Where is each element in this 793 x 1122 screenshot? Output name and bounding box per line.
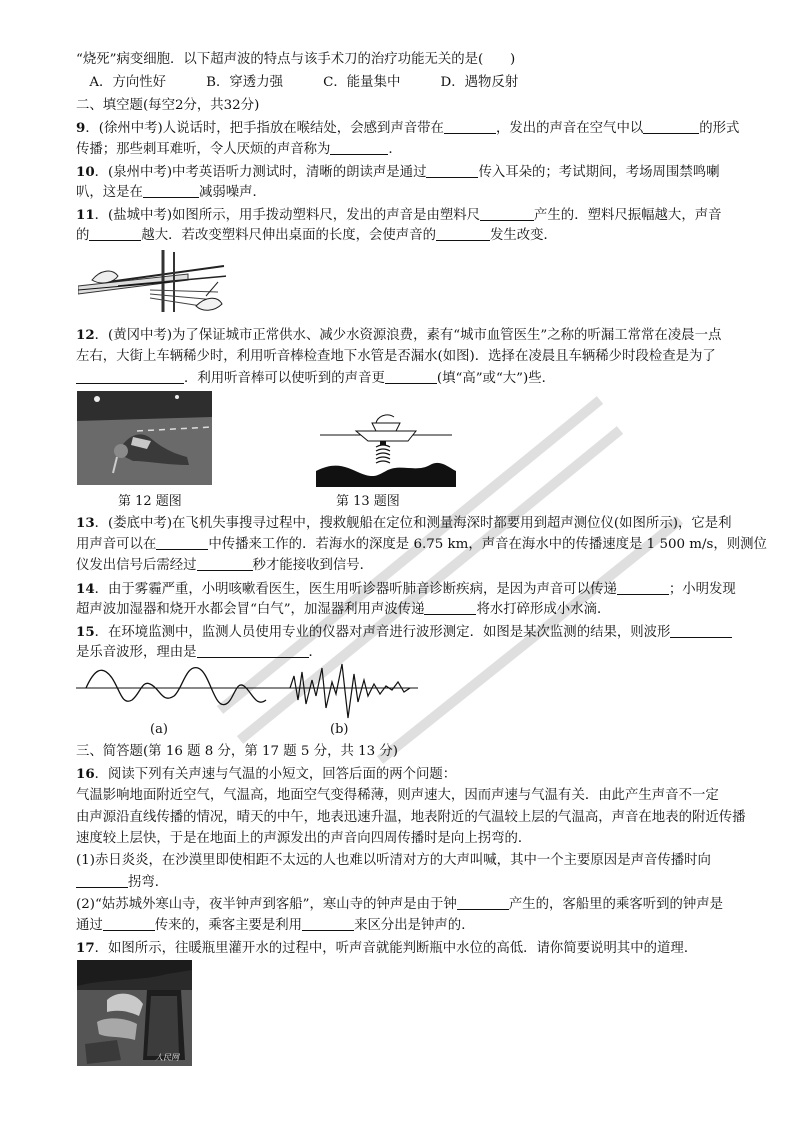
- q13-text-d: 仪发出信号后需经过: [76, 558, 197, 573]
- q10-number: 10: [76, 164, 95, 180]
- q11-text-b: 产生的．塑料尺振幅越大，声音: [534, 208, 722, 223]
- q10-blank-2[interactable]: [143, 183, 199, 198]
- q16-sub2-text-e: 来区分出是钟声的．: [354, 918, 475, 933]
- q10-text-d: 减弱噪声．: [198, 185, 266, 200]
- q12-number: 12: [76, 327, 95, 343]
- q14-blank-2[interactable]: [424, 600, 476, 615]
- q16-sub2-text-c: 通过: [76, 918, 103, 933]
- q17-text: ．如图所示，往暖瓶里灌开水的过程中，听声音就能判断瓶中水位的高低．请你简要说明其中的道理．: [94, 941, 698, 956]
- q10-text-b: 传入耳朵的；考试期间，考场周围禁鸣喇: [478, 165, 720, 180]
- q16-sub2-blank-3[interactable]: [302, 916, 354, 931]
- q15-blank-2[interactable]: [197, 643, 309, 658]
- q14-blank-1[interactable]: [617, 580, 669, 595]
- q13-text-c: 中传播来工作的．若海水的深度是 6.75 km，声音在海水中的传播速度是 1 500 m/s，则测位: [208, 537, 767, 552]
- section-2-heading: 二、填空题(每空2分，共32分): [76, 98, 260, 113]
- q9-blank-1[interactable]: [444, 119, 496, 134]
- q16-sub1-text-b: 拐弯．: [128, 875, 169, 890]
- q13-text-b: 用声音可以在: [76, 537, 157, 552]
- q9-line1: [76, 118, 739, 139]
- q16-passage-1: 气温影响地面附近空气，气温高，地面空气变得稀薄，则声速大，因而声速与气温有关．由此产生声音不一定: [76, 788, 719, 803]
- q16-sub1-line1: (1)赤日炎炎，在沙漠里即使相距不太远的人也难以听清对方的大声叫喊，其中一个主要原因是声音传播时向: [76, 853, 711, 868]
- q16-passage-3: 速度较上层快，于是在地面上的声源发出的声音向四周传播时是向上拐弯的．: [76, 831, 532, 846]
- waveform-b: [290, 664, 410, 718]
- q12-text-a: ．(黄冈中考)为了保证城市正常供水、减少水资源浪费，素有“城市血管医生”之称的听漏工常常在凌晨一点: [94, 328, 722, 343]
- q13-number: 13: [76, 515, 95, 531]
- q12-blank-1[interactable]: [76, 369, 184, 384]
- q9-number: 9: [76, 120, 86, 136]
- q12-line3: [76, 369, 555, 389]
- q10-blank-1[interactable]: [426, 163, 478, 178]
- q11-text-d: 越大．若改变塑料尺伸出桌面的长度，会使声音的: [141, 228, 436, 243]
- q9-text-c: 的形式: [699, 121, 740, 136]
- q9-blank-2[interactable]: [643, 119, 699, 134]
- waveform-a-label: (a): [150, 722, 168, 737]
- q11-blank-3[interactable]: [436, 226, 490, 241]
- q15-line1: [76, 622, 732, 643]
- q10-line1: [76, 162, 720, 183]
- q15-text-c: ．: [308, 645, 322, 660]
- q16-line1: [76, 764, 456, 785]
- figure-12-caption: 第 12 题图: [118, 494, 182, 509]
- q16-sub1-line2: [76, 873, 168, 893]
- q13-line1: [76, 513, 732, 534]
- q16-sub2-line1: [76, 895, 723, 915]
- q11-text-a: ．(盐城中考)如图所示，用手拨动塑料尺，发出的声音是由塑料尺: [94, 208, 481, 223]
- q16-passage-2: 由声源沿直线传播的情况，晴天的中午，地表迅速升温，地表附近的气温较上层的气温高，声音在地表的附近传播: [76, 810, 746, 825]
- q11-line2: [76, 226, 557, 246]
- sonar-figure: [316, 401, 456, 487]
- waveform-b-label: (b): [330, 722, 349, 737]
- q16-sub2-text-d: 传来的，乘客主要是利用: [154, 918, 303, 933]
- q15-text-a: ．在环境监测中，监测人员使用专业的仪器对声音进行波形测定．如图是某次监测的结果，则波形: [94, 625, 671, 640]
- q10-text-a: ．(泉州中考)中考英语听力测试时，清晰的朗读声是通过: [94, 165, 427, 180]
- q14-line2: [76, 600, 610, 620]
- q14-text-c: 超声波加湿器和烧开水都会冒“白气”，加湿器利用声波传递: [76, 602, 425, 617]
- q10-line2: [76, 183, 266, 203]
- q16-sub2-blank-1[interactable]: [457, 895, 509, 910]
- q16-sub1-blank[interactable]: [76, 873, 128, 888]
- q13-line3: [76, 556, 373, 576]
- q17-number: 17: [76, 940, 95, 956]
- section-3-heading: 三、简答题(第 16 题 8 分，第 17 题 5 分，共 13 分): [76, 744, 399, 759]
- waveform-a: [86, 668, 266, 705]
- q16-sub2-blank-2[interactable]: [103, 916, 155, 931]
- q15-text-b: 是乐音波形，理由是: [76, 645, 197, 660]
- q15-number: 15: [76, 624, 95, 640]
- q14-number: 14: [76, 581, 95, 597]
- q11-text-e: 发生改变．: [489, 228, 557, 243]
- q13-blank-2[interactable]: [197, 556, 253, 571]
- waveform-figure: [76, 660, 418, 722]
- q16-number: 16: [76, 766, 95, 782]
- q9-text-a: ．(徐州中考)人说话时，把手指放在喉结处，会感到声音带在: [85, 121, 444, 136]
- q15-blank-1[interactable]: [670, 623, 732, 638]
- q12-text-d: (填“高”或“大”)些．: [436, 371, 556, 386]
- q16-sub2-line2: [76, 916, 475, 936]
- q14-text-d: 将水打碎形成小水滴．: [476, 602, 611, 617]
- figure-13-caption: 第 13 题图: [336, 494, 400, 509]
- photo-watermark-text: 人民网: [155, 1053, 179, 1062]
- q10-text-c: 叭，这是在: [76, 185, 143, 200]
- q11-line1: [76, 205, 722, 226]
- q13-blank-1[interactable]: [156, 535, 208, 550]
- q12-line2: 左右，大街上车辆稀少时，利用听音棒检查地下水管是否漏水(如图)．选择在凌晨且车辆稀少时段检查是为了: [76, 349, 716, 364]
- q8-options: A．方向性好 B．穿透力强 C．能量集中 D．遇物反射: [76, 75, 519, 90]
- q16-text-a: ．阅读下列有关声速与气温的小短文，回答后面的两个问题：: [94, 767, 457, 782]
- q11-text-c: 的: [76, 228, 90, 243]
- q13-text-a: ．(娄底中考)在飞机失事搜寻过程中，搜救舰船在定位和测量海深时都要用到超声测位仪(如图所示)，它是利: [94, 516, 732, 531]
- q11-blank-2[interactable]: [89, 226, 141, 241]
- q13-text-e: 秒才能接收到信号．: [252, 558, 374, 573]
- q11-number: 11: [76, 207, 95, 223]
- q9-line2: 传播；那些刺耳难听，令人厌烦的声音称为 .: [76, 142, 393, 157]
- q14-text-b: ；小明发现: [668, 582, 736, 597]
- q14-text-a: ．由于雾霾严重，小明咳嗽看医生，医生用听诊器听肺音诊断疾病，是因为声音可以传递: [94, 582, 617, 597]
- q14-line1: [76, 579, 736, 600]
- thermos-photo: [77, 960, 192, 1066]
- q17-line1: [76, 938, 697, 959]
- q12-line1: [76, 325, 721, 346]
- q12-blank-2[interactable]: [385, 369, 437, 384]
- q13-line2: [76, 535, 767, 555]
- q8-continuation: “烧死”病变细胞．以下超声波的特点与该手术刀的治疗功能无关的是( ): [76, 52, 516, 67]
- leak-detection-photo: [77, 391, 212, 485]
- q12-text-c: ．利用听音棒可以使听到的声音更: [184, 371, 385, 386]
- q16-sub2-text-b: 产生的，客船里的乘客听到的钟声是: [508, 897, 724, 912]
- q16-sub2-text-a: (2)“姑苏城外寒山寺，夜半钟声到客船”，寒山寺的钟声是由于钟: [76, 897, 457, 912]
- q9-text-d: 传播；那些刺耳难听，令人厌烦的声音称为: [76, 142, 331, 157]
- q9-blank-3[interactable]: [330, 140, 388, 155]
- q11-blank-1[interactable]: [480, 206, 534, 221]
- ruler-figure: [78, 246, 226, 314]
- q9-text-b: ，发出的声音在空气中以: [495, 121, 644, 136]
